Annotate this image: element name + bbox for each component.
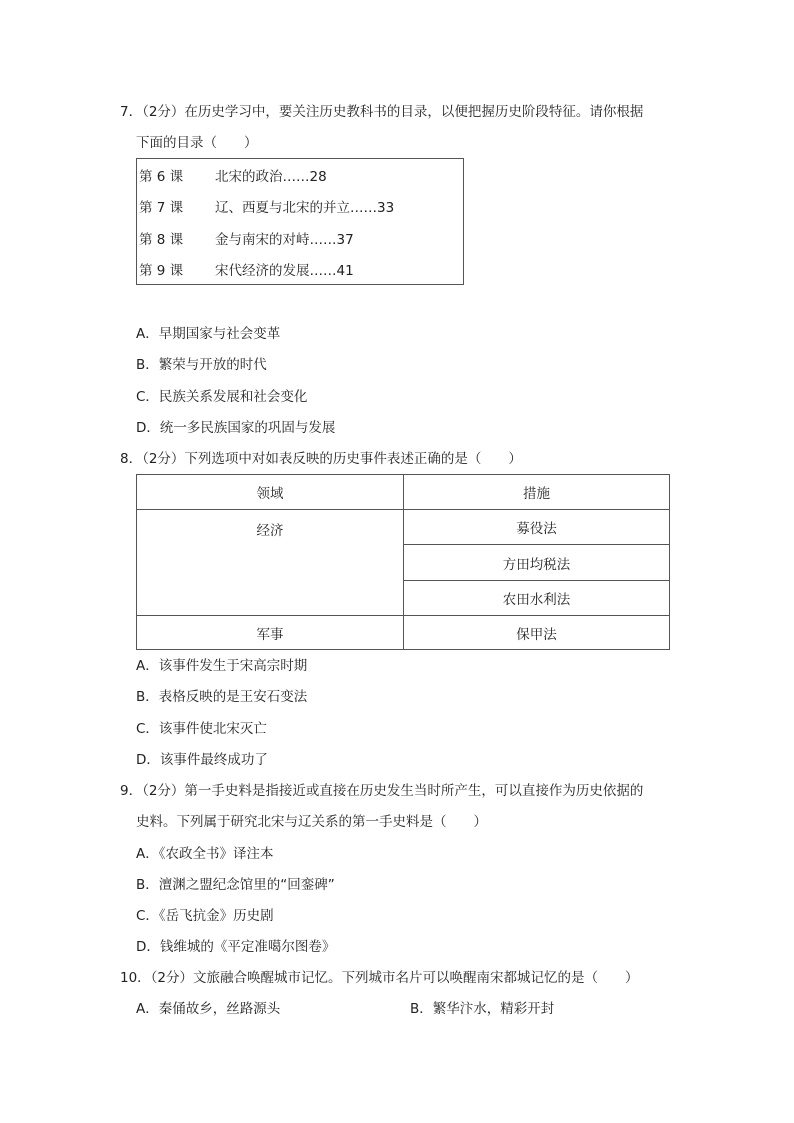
q8-option-d: D．该事件最终成功了 bbox=[136, 752, 268, 768]
q9-option-a: A．《农政全书》译注本 bbox=[136, 846, 274, 862]
toc-title: 北宋的政治……28 bbox=[215, 169, 327, 185]
toc-row bbox=[139, 199, 394, 217]
q7-option-c: C．民族关系发展和社会变化 bbox=[136, 389, 308, 405]
table-header-measure: 措施 bbox=[403, 474, 670, 510]
toc-title: 宋代经济的发展……41 bbox=[215, 263, 354, 279]
toc-lesson: 第 8 课 bbox=[139, 232, 184, 248]
q7-option-b: B．繁荣与开放的时代 bbox=[136, 357, 267, 373]
table-cell-measure: 农田水利法 bbox=[403, 580, 670, 616]
table-cell-field-economy: 经济 bbox=[136, 509, 404, 616]
q7-option-a: A．早期国家与社会变革 bbox=[136, 326, 281, 342]
q8-table bbox=[136, 474, 670, 650]
q9-stem-line1: 9．（2分）第一手史料是指接近或直接在历史发生当时所产生，可以直接作为历史依据的 bbox=[120, 783, 644, 799]
q9-option-d: D．钱维城的《平定准噶尔图卷》 bbox=[136, 939, 336, 955]
q8-stem: 8．（2分）下列选项中对如表反映的历史事件表述正确的是（ ） bbox=[120, 451, 522, 467]
q7-stem-line1: 7．（2分）在历史学习中，要关注历史教科书的目录，以便把握历史阶段特征。请你根据 bbox=[120, 104, 644, 120]
q10-stem: 10．（2分）文旅融合唤醒城市记忆。下列城市名片可以唤醒南宋都城记忆的是（ ） bbox=[120, 970, 639, 986]
toc-row bbox=[139, 168, 327, 186]
toc-title: 辽、西夏与北宋的并立……33 bbox=[215, 200, 395, 216]
q8-option-a: A．该事件发生于宋高宗时期 bbox=[136, 658, 308, 674]
toc-lesson: 第 7 课 bbox=[139, 200, 184, 216]
toc-row bbox=[139, 231, 354, 249]
q7-stem-line2: 下面的目录（ ） bbox=[136, 135, 258, 151]
table-cell-field-military: 军事 bbox=[136, 615, 404, 650]
q9-option-c: C．《岳飞抗金》历史剧 bbox=[136, 908, 274, 924]
q7-toc-box bbox=[136, 158, 464, 285]
q10-option-a: A．秦俑故乡，丝路源头 bbox=[136, 1001, 281, 1017]
table-cell-measure: 方田均税法 bbox=[403, 544, 670, 581]
table-cell-measure: 募役法 bbox=[403, 509, 670, 545]
q8-option-c: C．该事件使北宋灭亡 bbox=[136, 721, 267, 737]
q9-stem-line2: 史料。下列属于研究北宋与辽关系的第一手史料是（ ） bbox=[136, 814, 487, 830]
toc-lesson: 第 6 课 bbox=[139, 169, 184, 185]
toc-row bbox=[139, 262, 354, 280]
table-header-field: 领域 bbox=[136, 474, 404, 510]
q8-option-b: B．表格反映的是王安石变法 bbox=[136, 689, 308, 705]
toc-lesson: 第 9 课 bbox=[139, 263, 184, 279]
table-cell-measure: 保甲法 bbox=[403, 615, 670, 650]
q9-option-b: B．澶渊之盟纪念馆里的“回銮碑” bbox=[136, 877, 335, 893]
q7-option-d: D．统一多民族国家的巩固与发展 bbox=[136, 420, 336, 436]
toc-title: 金与南宋的对峙……37 bbox=[215, 232, 354, 248]
q10-option-b: B．繁华汴水，精彩开封 bbox=[410, 1001, 555, 1017]
